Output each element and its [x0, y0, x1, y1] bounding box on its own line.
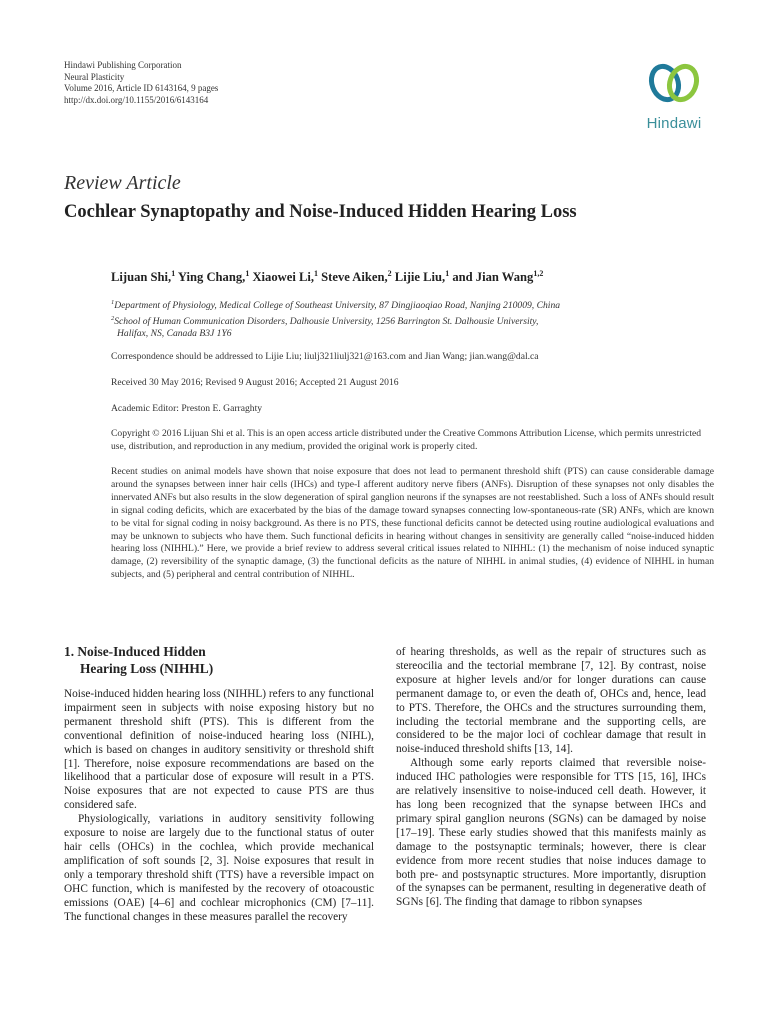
author-name: Lijuan Shi,	[111, 270, 172, 285]
academic-editor: Academic Editor: Preston E. Garraghty	[111, 403, 263, 414]
section-heading-line2: Hearing Loss (NIHHL)	[80, 661, 214, 676]
paragraph: of hearing thresholds, as well as the repair of structures such as stereocilia and the tectorial membrane [7, 12]. By contrast, noise exposure at higher levels and/or for longer durations can cause permanent damage to, or even the death of, OHCs and, hence, lead to PTS. Therefore, the OHCs and the structures surrounding them, including the tectorial membrane and the supporting cells, are considered to be the major loci of cochlear damage that result in noise-induced threshold shifts [13, 14].	[396, 646, 706, 756]
volume-info: Volume 2016, Article ID 6143164, 9 pages	[64, 83, 219, 93]
hindawi-logo	[636, 58, 712, 132]
paper-title: Cochlear Synaptopathy and Noise-Induced Hidden Hearing Loss	[64, 202, 577, 222]
affiliations	[111, 297, 711, 341]
section-heading-line1: 1. Noise-Induced Hidden	[64, 644, 206, 659]
hindawi-rings-icon	[644, 58, 704, 108]
journal-meta	[64, 60, 218, 106]
copyright-notice: Copyright © 2016 Lijuan Shi et al. This is an open access article distributed under the Creative Commons Attribution License, which permits unrestricted use, distribution, and reproduction in any medium, provided the original work is properly cited.	[111, 428, 702, 452]
journal-name: Neural Plasticity	[64, 71, 125, 82]
author-name: and Jian Wang	[449, 270, 534, 285]
affiliation-1: $^1$Department of Physiology, Medical College of Southeast University, 87 Dingjiaoqiao Road, Nanjing 210009, China	[111, 299, 561, 312]
author-affil-sup: 1	[445, 269, 450, 278]
correspondence: Correspondence should be addressed to Lijie Liu; liulj321liulj321@163.com and Jian Wang; jian.wang@dal.ca	[111, 351, 539, 362]
affiliation-2-cont: Halifax, NS, Canada B3J 1Y6	[117, 328, 232, 340]
author-name: Xiaowei Li,	[249, 270, 315, 285]
author-affil-sup: 1	[245, 269, 250, 278]
section-heading	[64, 643, 213, 677]
abstract: Recent studies on animal models have shown that noise exposure that does not lead to permanent threshold shift (PTS) can cause considerable damage around the synapses between inner hair cells (IHCs) and type-I afferent auditory nerve fibers (ANFs). Disruption of these synapses not only disables the innervated ANFs but also results in the slow degeneration of spiral ganglion neurons if the synapses are not reestablished. Such a loss of ANFs should result in signal coding deficits, which are exacerbated by the bias of the damage toward synapses connecting low-spontaneous-rate (SR) ANFs, which are known to be vital for signal coding in noisy background. As there is no PTS, these functional deficits cannot be detected using routine audiological evaluations and may be unknown to subjects who have them. Such functional deficits in hearing without changes in sensitivity are generally called “noise-induced hidden hearing loss (NIHHL).” Here, we provide a brief review to address several critical issues related to NIHHL: (1) the mechanism of noise induced synaptic damage, (2) reversibility of the synaptic damage, (3) the functional deficits as the nature of NIHHL in animal studies, (4) evidence of NIHHL in human subjects, and (5) peripheral and central contribution of NIHHL.	[111, 466, 714, 581]
author-name: Steve Aiken,	[318, 270, 388, 285]
paragraph: Physiologically, variations in auditory sensitivity following exposure to noise are largely due to the functional status of outer hair cells (OHCs) in the cochlea, which provide mechanical amplification of soft sounds [2, 3]. Noise exposures that result in only a temporary threshold shift (TTS) have a reversible impact on OHC function, which is manifested by the recovery of otoacoustic emissions (OAE) [4–6] and cochlear microphonics (CM) [7–11]. The functional changes in these measures parallel the recovery	[64, 813, 374, 923]
paragraph: Noise-induced hidden hearing loss (NIHHL) refers to any functional impairment seen in subjects with noise exposing history but no permanent threshold shift (PTS). This is different from the conventional definition of noise-induced hearing loss (NIHL), which is based on changes in auditory sensitivity or threshold shift [1]. Therefore, noise exposure recommendations are based on the likelihood that a particular dose of exposure will result in a PTS. Noise exposures that are not expected to cause PTS are thus considered safe.	[64, 688, 374, 812]
received-dates: Received 30 May 2016; Revised 9 August 2016; Accepted 21 August 2016	[111, 377, 399, 388]
author-name: Lijie Liu,	[391, 270, 446, 285]
body-column-right	[396, 646, 706, 910]
affiliation-2: $^2$School of Human Communication Disorders, Dalhousie University, 1256 Barrington St. Dalhousie University,	[111, 314, 539, 327]
author-affil-sup: 1	[171, 269, 176, 278]
logo-text: Hindawi	[646, 115, 702, 132]
author-affil-sup: 1,2	[533, 269, 544, 278]
doi-link[interactable]: http://dx.doi.org/10.1155/2016/6143164	[64, 94, 209, 105]
author-affil-sup: 2	[387, 269, 392, 278]
author-affil-sup: 1	[314, 269, 319, 278]
body-column-left	[64, 688, 374, 924]
author-name: Ying Chang,	[175, 270, 246, 285]
publisher: Hindawi Publishing Corporation	[64, 60, 182, 70]
author-list	[111, 269, 543, 285]
article-type: Review Article	[64, 172, 181, 194]
paragraph: Although some early reports claimed that reversible noise-induced IHC pathologies were responsible for TTS [15, 16], IHCs are relatively insensitive to noise-induced cell death. However, it has long been recognized that the synapse between IHCs and primary spiral ganglion neurons (SGNs) can be damaged by noise [17–19]. These early studies showed that this manifests mainly as damage to the postsynaptic terminals; however, there is clear evidence from more recent studies that noise induces damage to both pre- and postsynaptic structures. More importantly, disruption of the synapses can be permanent, resulting in degenerative death of SGNs [6]. The finding that damage to ribbon synapses	[396, 757, 706, 909]
